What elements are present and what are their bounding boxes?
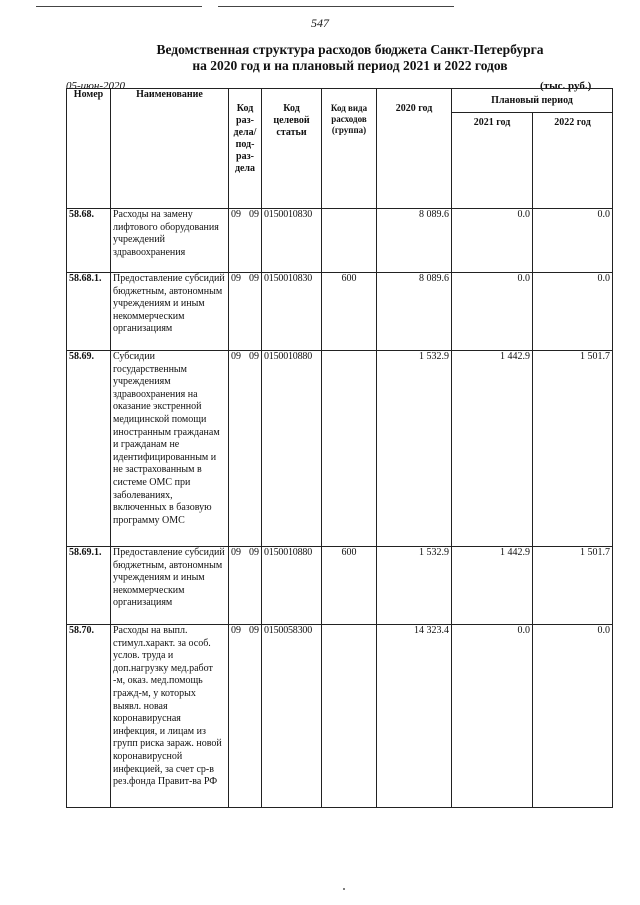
row-expense-type <box>322 625 377 808</box>
row-name: Расходы на выпл. стимул.характ. за особ. услов. труда и доп.нагрузку мед.работ -м, оказ. мед.помощь гражд-м, у которых выявл. новая коронавирусная инфекция, и лицам из групп риска зараж. новой коронавирусной инфекцией, за счет ср-в рез.фонда Правит-ва РФ <box>111 625 229 808</box>
row-target-code: 0150010830 <box>262 209 322 273</box>
row-section-code <box>229 625 262 808</box>
row-name: Расходы на замену лифтового оборудования учреждений здравоохранения <box>111 209 229 273</box>
header-section-code: Код раз- дела/ под- раз- дела <box>229 89 262 209</box>
title-line-1: Ведомственная структура расходов бюджета Санкт-Петербурга <box>156 42 544 57</box>
subsection: 09 <box>249 209 259 220</box>
section: 09 <box>231 273 241 284</box>
row-expense-type: 600 <box>322 547 377 625</box>
row-name: Субсидии государственным учреждениям здравоохранения на оказание экстренной медицинской помощи иностранным гражданам и гражданам не идентифицированным и не застрахованным в системе ОМС при заболеваниях, включенных в базовую программу ОМС <box>111 351 229 547</box>
budget-table <box>66 88 613 808</box>
row-expense-type: 600 <box>322 273 377 351</box>
table-row <box>67 625 613 808</box>
table-row <box>67 351 613 547</box>
row-target-code: 0150010830 <box>262 273 322 351</box>
row-expense-type <box>322 209 377 273</box>
header-planned-period: Плановый период <box>452 89 613 113</box>
row-number: 58.69.1. <box>67 547 111 625</box>
section: 09 <box>231 209 241 220</box>
section: 09 <box>231 351 241 362</box>
subsection: 09 <box>249 547 259 558</box>
row-number: 58.69. <box>67 351 111 547</box>
row-amount-2020: 14 323.4 <box>377 625 452 808</box>
top-rule-right <box>218 6 454 7</box>
row-amount-2021: 1 442.9 <box>452 351 533 547</box>
row-target-code: 0150058300 <box>262 625 322 808</box>
row-section-code <box>229 209 262 273</box>
table-row <box>67 273 613 351</box>
section: 09 <box>231 625 241 636</box>
row-amount-2021: 0.0 <box>452 209 533 273</box>
subsection: 09 <box>249 351 259 362</box>
scan-speck <box>343 888 345 890</box>
row-amount-2021: 0.0 <box>452 273 533 351</box>
row-amount-2020: 1 532.9 <box>377 351 452 547</box>
row-target-code: 0150010880 <box>262 547 322 625</box>
row-amount-2022: 1 501.7 <box>533 351 613 547</box>
row-amount-2022: 0.0 <box>533 625 613 808</box>
title-line-2: на 2020 год и на плановый период 2021 и 2022 годов <box>192 58 508 73</box>
table-row <box>67 547 613 625</box>
report-date: 05-июн-2020 <box>66 80 126 92</box>
row-expense-type <box>322 351 377 547</box>
table-row <box>67 209 613 273</box>
row-name: Предоставление субсидий бюджетным, автономным учреждениям и иным некоммерческим организациям <box>111 547 229 625</box>
row-amount-2022: 1 501.7 <box>533 547 613 625</box>
row-target-code: 0150010880 <box>262 351 322 547</box>
row-number: 58.70. <box>67 625 111 808</box>
row-amount-2022: 0.0 <box>533 273 613 351</box>
row-amount-2020: 8 089.6 <box>377 273 452 351</box>
page-number: 547 <box>311 16 329 30</box>
section: 09 <box>231 547 241 558</box>
subsection: 09 <box>249 273 259 284</box>
row-amount-2020: 8 089.6 <box>377 209 452 273</box>
page-title <box>60 42 640 74</box>
top-rule-left <box>36 6 202 7</box>
header-year-2020: 2020 год <box>377 89 452 209</box>
units-label: (тыс. руб.) <box>540 80 592 92</box>
header-number: Номер <box>67 89 111 209</box>
subsection: 09 <box>249 625 259 636</box>
row-section-code <box>229 273 262 351</box>
row-amount-2021: 1 442.9 <box>452 547 533 625</box>
row-name: Предоставление субсидий бюджетным, автономным учреждениям и иным некоммерческим организациям <box>111 273 229 351</box>
header-expense-type-code: Код вида расходов (группа) <box>322 89 377 209</box>
row-amount-2020: 1 532.9 <box>377 547 452 625</box>
row-amount-2021: 0.0 <box>452 625 533 808</box>
row-amount-2022: 0.0 <box>533 209 613 273</box>
header-name: Наименование <box>111 89 229 209</box>
header-year-2021: 2021 год <box>452 113 533 209</box>
row-section-code <box>229 351 262 547</box>
row-number: 58.68. <box>67 209 111 273</box>
header-year-2022: 2022 год <box>533 113 613 209</box>
row-number: 58.68.1. <box>67 273 111 351</box>
row-section-code <box>229 547 262 625</box>
header-target-code: Код целевой статьи <box>262 89 322 209</box>
